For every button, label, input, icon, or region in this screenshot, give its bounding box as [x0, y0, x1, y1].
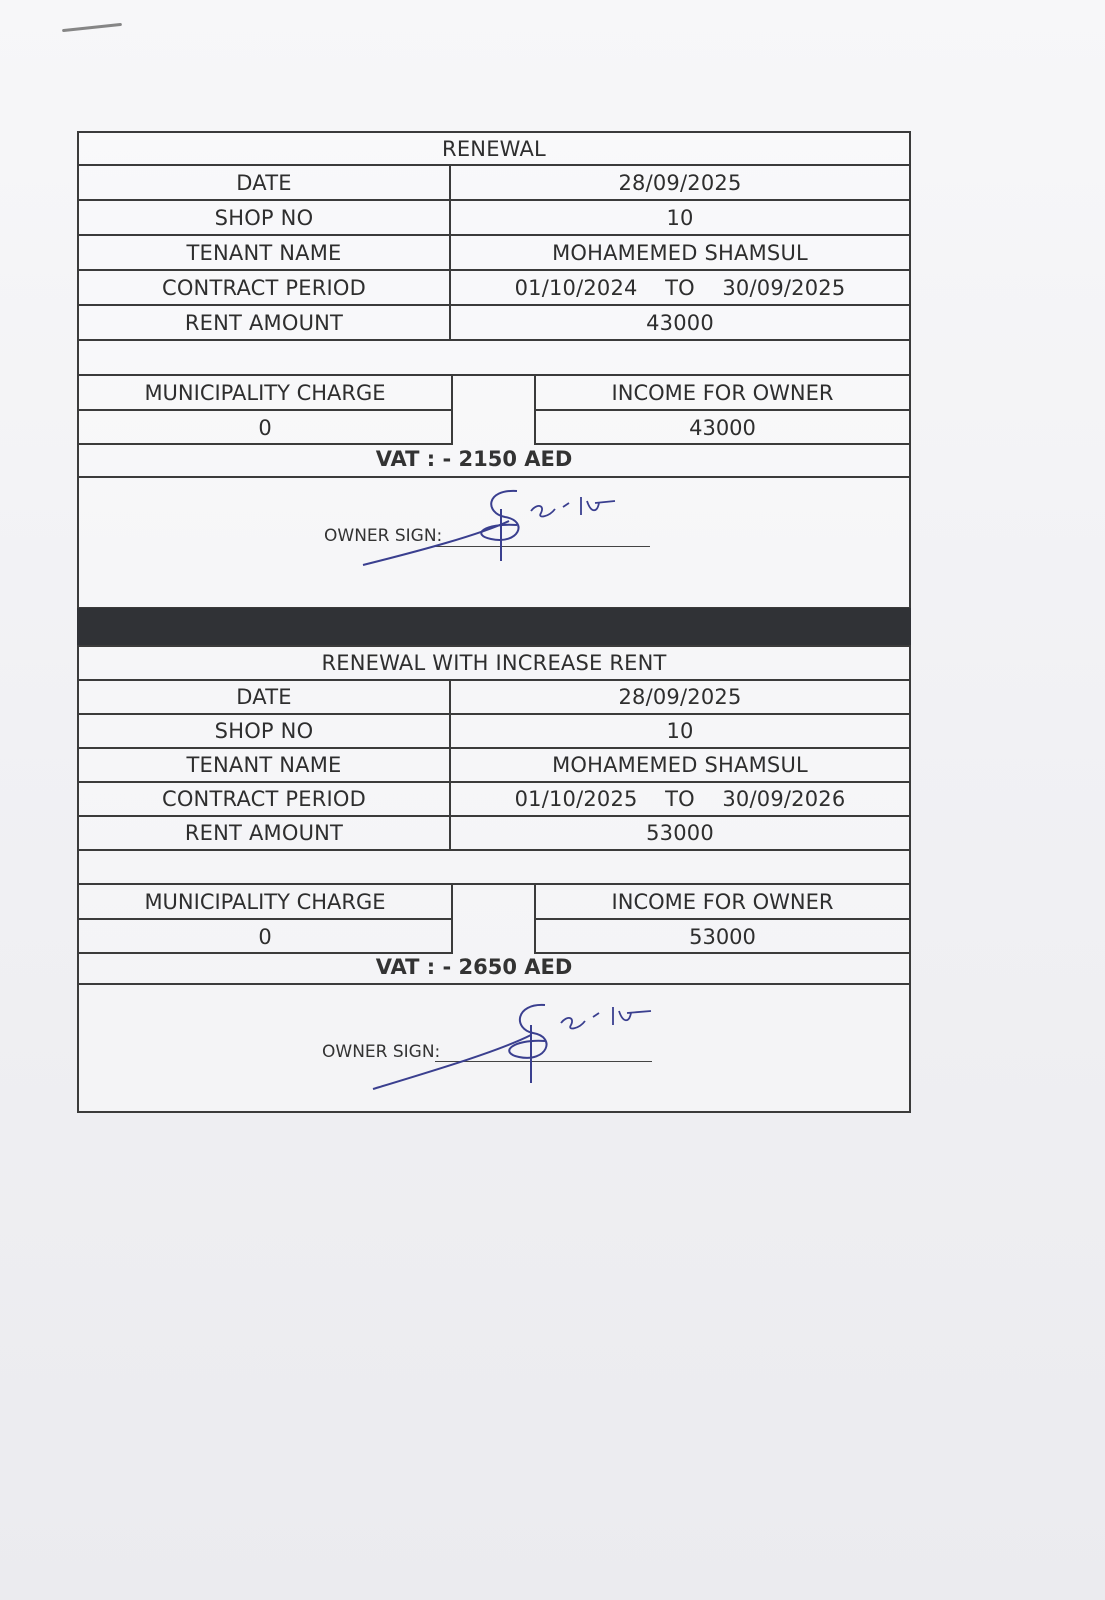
income-for-owner-box: [534, 374, 911, 445]
row-rent-amount: [79, 817, 909, 851]
row-value: 01/10/2024 TO 30/09/2025: [514, 275, 846, 300]
vat-text: VAT : - 2150 AED: [375, 447, 573, 471]
form-title-row: [79, 647, 909, 681]
row-value: 28/09/2025: [618, 170, 742, 195]
row-label: CONTRACT PERIOD: [79, 271, 451, 304]
income-for-owner-box: [534, 883, 911, 954]
municipality-label: MUNICIPALITY CHARGE: [79, 885, 451, 920]
owner-sign-label: OWNER SIGN:: [322, 1042, 441, 1062]
row-value: 28/09/2025: [618, 685, 742, 709]
income-value: 53000: [689, 924, 756, 949]
row-value: MOHAMEMED SHAMSUL: [552, 753, 808, 777]
signature-mark: [359, 473, 619, 573]
row-label: SHOP NO: [79, 201, 451, 234]
row-label: CONTRACT PERIOD: [79, 783, 451, 815]
renewal-increase-form: [77, 645, 911, 1113]
row-tenant-name: [79, 749, 909, 783]
pen-mark: [62, 23, 122, 32]
row-label: TENANT NAME: [79, 749, 451, 781]
row-label: RENT AMOUNT: [79, 817, 451, 849]
row-shop-no: [79, 715, 909, 749]
spacer-row: [79, 851, 909, 885]
row-value: 01/10/2025 TO 30/09/2026: [514, 787, 846, 811]
owner-sign-label: OWNER SIGN:: [324, 526, 443, 546]
income-label: INCOME FOR OWNER: [536, 885, 909, 920]
form-title-row: [79, 133, 909, 166]
row-date: [79, 681, 909, 715]
row-rent-amount: [79, 306, 909, 341]
vat-text: VAT : - 2650 AED: [375, 955, 573, 979]
row-label: DATE: [79, 166, 451, 199]
renewal-form: [77, 131, 911, 609]
row-value: 10: [666, 719, 694, 743]
row-label: DATE: [79, 681, 451, 713]
row-contract-period: [79, 783, 909, 817]
spacer-row: [79, 341, 909, 376]
row-label: RENT AMOUNT: [79, 306, 451, 339]
row-value: MOHAMEMED SHAMSUL: [552, 240, 808, 265]
row-label: SHOP NO: [79, 715, 451, 747]
row-date: [79, 166, 909, 201]
row-label: TENANT NAME: [79, 236, 451, 269]
municipality-charge-box: [77, 883, 453, 954]
signature-mark: [369, 985, 659, 1095]
vat-row: [79, 952, 909, 985]
row-tenant-name: [79, 236, 909, 271]
row-shop-no: [79, 201, 909, 236]
form-title: RENEWAL: [442, 136, 546, 161]
form-title: RENEWAL WITH INCREASE RENT: [321, 651, 667, 675]
municipality-value: 0: [258, 924, 272, 949]
row-value: 43000: [646, 310, 714, 335]
income-label: INCOME FOR OWNER: [536, 376, 909, 411]
municipality-value: 0: [258, 415, 272, 440]
row-value: 10: [666, 205, 694, 230]
separator-band: [77, 608, 911, 645]
row-contract-period: [79, 271, 909, 306]
municipality-label: MUNICIPALITY CHARGE: [79, 376, 451, 411]
row-value: 53000: [646, 821, 714, 845]
income-value: 43000: [689, 415, 756, 440]
municipality-charge-box: [77, 374, 453, 445]
